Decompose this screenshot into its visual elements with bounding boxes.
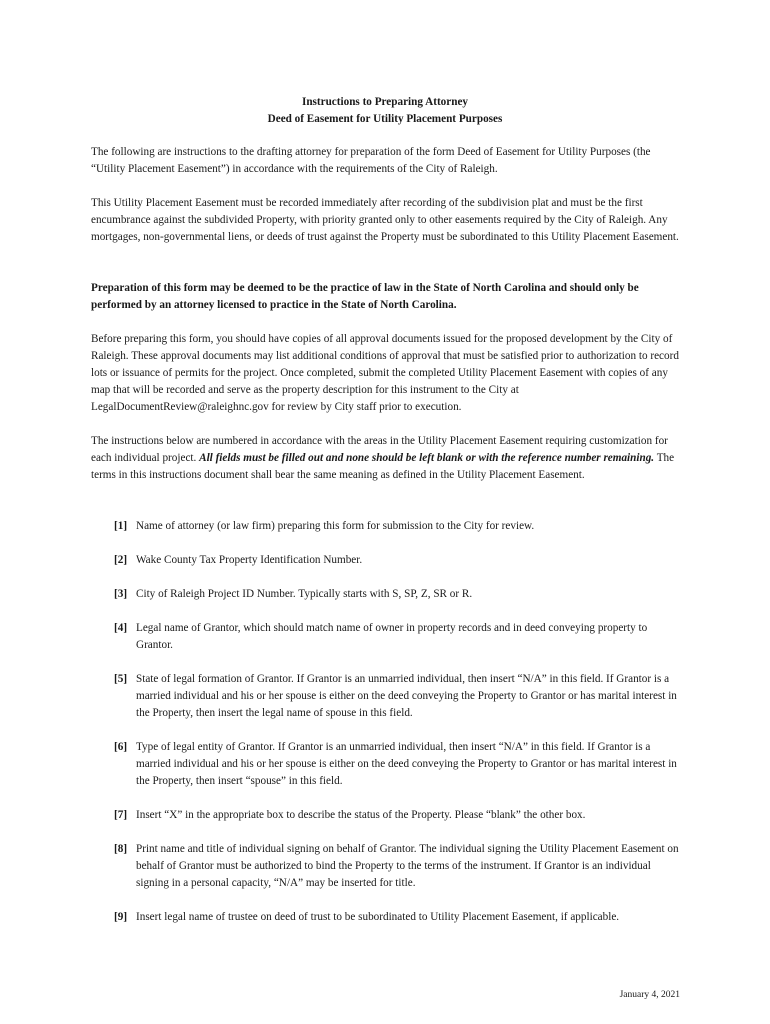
numbering-paragraph-start: The instructions below are numbered in accordance with the areas in the Utility Placement Easement requiring customization for each individual project.	[91, 435, 668, 464]
instruction-number: [7]	[114, 809, 128, 821]
instruction-item-8	[114, 841, 684, 892]
instruction-item-5	[114, 671, 684, 722]
recording-requirement-paragraph: This Utility Placement Easement must be recorded immediately after recording of the subdivision plat and must be the first encumbrance against the subdivided Property, with priority granted only to other easements required by the City of Raleigh. Any mortgages, non-governmental liens, or deeds of trust against the Property must be subordinated to this Utility Placement Easement.	[91, 197, 679, 243]
preparation-paragraph: Before preparing this form, you should have copies of all approval documents issued for the proposed development by the City of Raleigh. These approval documents may list additional conditions of approval that must be satisfied prior to authorization to record lots or issuance of permits for the project. Once completed, submit the completed Utility Placement Easement with copies of any map that will be recorded and serve as the property description for this instrument to the City at LegalDocumentReview@raleighnc.gov for review by City staff prior to execution.	[91, 333, 679, 413]
instruction-number: [3]	[114, 588, 128, 600]
document-title-line-1: Instructions to Preparing Attorney	[301, 96, 469, 108]
instruction-item-1	[114, 518, 684, 535]
numbering-paragraph	[91, 433, 681, 484]
instruction-number: [4]	[114, 622, 128, 634]
instruction-item-6	[114, 739, 684, 790]
instruction-text: Insert “X” in the appropriate box to describe the status of the Property. Please “blank” the other box.	[136, 809, 586, 821]
instruction-text: State of legal formation of Grantor. If Grantor is an unmarried individual, then insert “N/A” in this field. If Grantor is a married individual and his or her spouse is either on the deed conveying the Property to Grantor or has marital interest in the Property, then insert the legal name of spouse in this field.	[136, 673, 677, 719]
numbering-paragraph-emphasis: All fields must be filled out and none should be left blank or with the reference number remaining.	[199, 452, 655, 464]
instruction-text: City of Raleigh Project ID Number. Typically starts with S, SP, Z, SR or R.	[136, 588, 473, 600]
instruction-text: Name of attorney (or law firm) preparing this form for submission to the City for review.	[136, 520, 535, 532]
instruction-text: Legal name of Grantor, which should match name of owner in property records and in deed conveying property to Grantor.	[136, 622, 648, 651]
instruction-number: [6]	[114, 741, 128, 753]
instruction-item-2	[114, 552, 684, 569]
footer-date: January 4, 2021	[619, 990, 680, 1000]
instruction-item-7	[114, 807, 684, 824]
instruction-number: [1]	[114, 520, 128, 532]
instruction-item-9	[114, 909, 684, 926]
instruction-number: [9]	[114, 911, 128, 923]
instruction-text: Print name and title of individual signing on behalf of Grantor. The individual signing the Utility Placement Easement on behalf of Grantor must be authorized to bind the Property to the terms of the instrument. If Grantor is an individual signing in a personal capacity, “N/A” may be inserted for title.	[136, 843, 679, 889]
instruction-item-4	[114, 620, 684, 654]
instruction-text: Type of legal entity of Grantor. If Grantor is an unmarried individual, then insert “N/A” in this field. If Grantor is a married individual and his or her spouse is either on the deed conveying the Property to Grantor or has marital interest in the Property, then insert “spouse” in this field.	[136, 741, 677, 787]
instruction-number: [2]	[114, 554, 128, 566]
instruction-item-3	[114, 586, 684, 603]
instruction-number: [8]	[114, 843, 128, 855]
document-title-line-2: Deed of Easement for Utility Placement Purposes	[267, 113, 503, 125]
instruction-number: [5]	[114, 673, 128, 685]
instruction-text: Wake County Tax Property Identification Number.	[136, 554, 363, 566]
numbering-paragraph-end: The terms in this instructions document shall bear the same meaning as defined in the Utility Placement Easement.	[91, 452, 675, 481]
instruction-text: Insert legal name of trustee on deed of trust to be subordinated to Utility Placement Easement, if applicable.	[136, 911, 620, 923]
practice-of-law-warning: Preparation of this form may be deemed to be the practice of law in the State of North Carolina and should only be performed by an attorney licensed to practice in the State of North Carolina.	[91, 282, 639, 311]
intro-paragraph: The following are instructions to the drafting attorney for preparation of the form Deed of Easement for Utility Purposes (the “Utility Placement Easement”) in accordance with the requirements of the City of Raleigh.	[91, 146, 651, 175]
